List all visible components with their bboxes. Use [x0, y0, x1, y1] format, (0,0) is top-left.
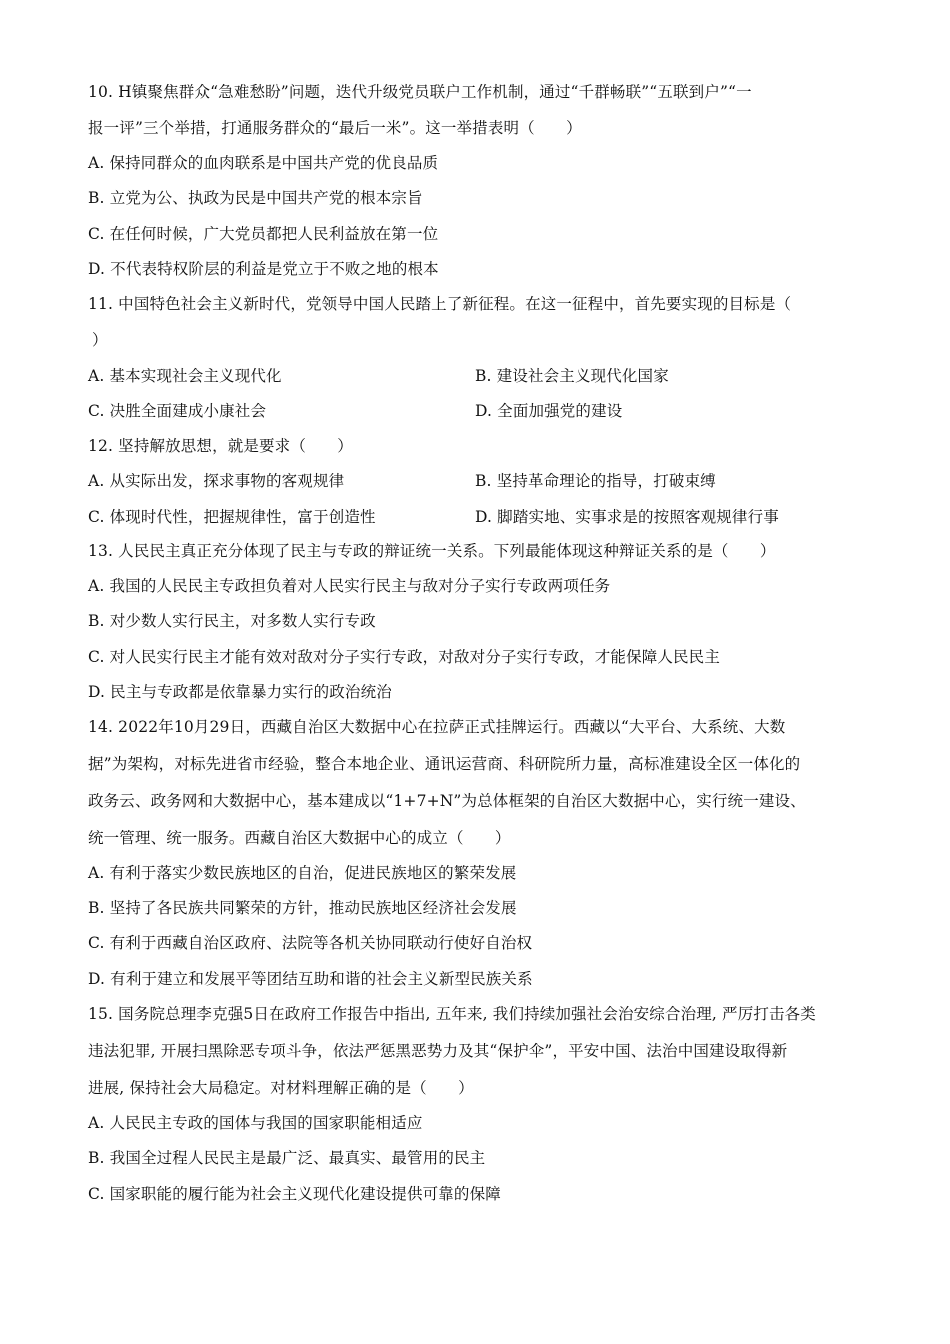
q12-option-a: A. 从实际出发，探求事物的客观规律 [88, 472, 345, 490]
q15-stem-line1: 15. 国务院总理李克强5日在政府工作报告中指出, 五年来, 我们持续加强社会治安综合治理, 严厉打击各类 [88, 1005, 816, 1023]
q10-stem-line1: 10. H镇聚焦群众“急难愁盼”问题，迭代升级党员联户工作机制，通过“千群畅联”“五联到户”“一 [88, 83, 752, 101]
q11-option-b: B. 建设社会主义现代化国家 [475, 367, 669, 385]
q15-option-a: A. 人民民主专政的国体与我国的国家职能相适应 [88, 1114, 423, 1132]
q14-option-c: C. 有利于西藏自治区政府、法院等各机关协同联动行使好自治权 [88, 934, 533, 952]
q13-option-b: B. 对少数人实行民主，对多数人实行专政 [88, 612, 376, 630]
q11-option-c: C. 决胜全面建成小康社会 [88, 402, 267, 420]
q13-option-c: C. 对人民实行民主才能有效对敌对分子实行专政，对敌对分子实行专政，才能保障人民民主 [88, 648, 720, 666]
q11-stem-line1: 11. 中国特色社会主义新时代，党领导中国人民踏上了新征程。在这一征程中，首先要实现的目标是（ [88, 295, 792, 313]
q12-option-b: B. 坚持革命理论的指导，打破束缚 [475, 472, 716, 490]
q12-stem: 12. 坚持解放思想，就是要求（ ） [88, 437, 353, 455]
q15-option-c: C. 国家职能的履行能为社会主义现代化建设提供可靠的保障 [88, 1185, 501, 1203]
q15-stem-line3: 进展, 保持社会大局稳定。对材料理解正确的是（ ） [88, 1079, 474, 1097]
q10-option-c: C. 在任何时候，广大党员都把人民利益放在第一位 [88, 225, 439, 243]
q14-option-d: D. 有利于建立和发展平等团结互助和谐的社会主义新型民族关系 [88, 970, 533, 988]
q14-option-b: B. 坚持了各民族共同繁荣的方针，推动民族地区经济社会发展 [88, 899, 517, 917]
q13-stem: 13. 人民民主真正充分体现了民主与专政的辩证统一关系。下列最能体现这种辩证关系的是（ ） [88, 542, 776, 560]
q10-option-a: A. 保持同群众的血肉联系是中国共产党的优良品质 [88, 154, 439, 172]
q10-option-b: B. 立党为公、执政为民是中国共产党的根本宗旨 [88, 189, 423, 207]
q14-stem-line1: 14. 2022年10月29日，西藏自治区大数据中心在拉萨正式挂牌运行。西藏以“大平台、大系统、大数 [88, 718, 786, 736]
q11-option-d: D. 全面加强党的建设 [475, 402, 623, 420]
q14-stem-line3: 政务云、政务网和大数据中心，基本建成以“1+7+N”为总体框架的自治区大数据中心，实行统一建设、 [88, 792, 806, 810]
q12-option-c: C. 体现时代性，把握规律性，富于创造性 [88, 508, 376, 526]
q14-option-a: A. 有利于落实少数民族地区的自治，促进民族地区的繁荣发展 [88, 864, 517, 882]
q15-stem-line2: 违法犯罪, 开展扫黑除恶专项斗争，依法严惩黑恶势力及其“保护伞”，平安中国、法治中国建设取得新 [88, 1042, 788, 1060]
q14-stem-line2: 据”为架构，对标先进省市经验，整合本地企业、通讯运营商、科研院所力量，高标准建设全区一体化的 [88, 755, 801, 773]
q13-option-a: A. 我国的人民民主专政担负着对人民实行民主与敌对分子实行专政两项任务 [88, 577, 611, 595]
q11-stem-line2: ） [92, 331, 108, 349]
q10-stem-line2: 报一评”三个举措，打通服务群众的“最后一米”。这一举措表明（ ） [88, 119, 582, 137]
q10-option-d: D. 不代表特权阶层的利益是党立于不败之地的根本 [88, 260, 439, 278]
q13-option-d: D. 民主与专政都是依靠暴力实行的政治统治 [88, 683, 392, 701]
q12-option-d: D. 脚踏实地、实事求是的按照客观规律行事 [475, 508, 779, 526]
q15-option-b: B. 我国全过程人民民主是最广泛、最真实、最管用的民主 [88, 1149, 486, 1167]
q11-option-a: A. 基本实现社会主义现代化 [88, 367, 282, 385]
q14-stem-line4: 统一管理、统一服务。西藏自治区大数据中心的成立（ ） [88, 829, 511, 847]
